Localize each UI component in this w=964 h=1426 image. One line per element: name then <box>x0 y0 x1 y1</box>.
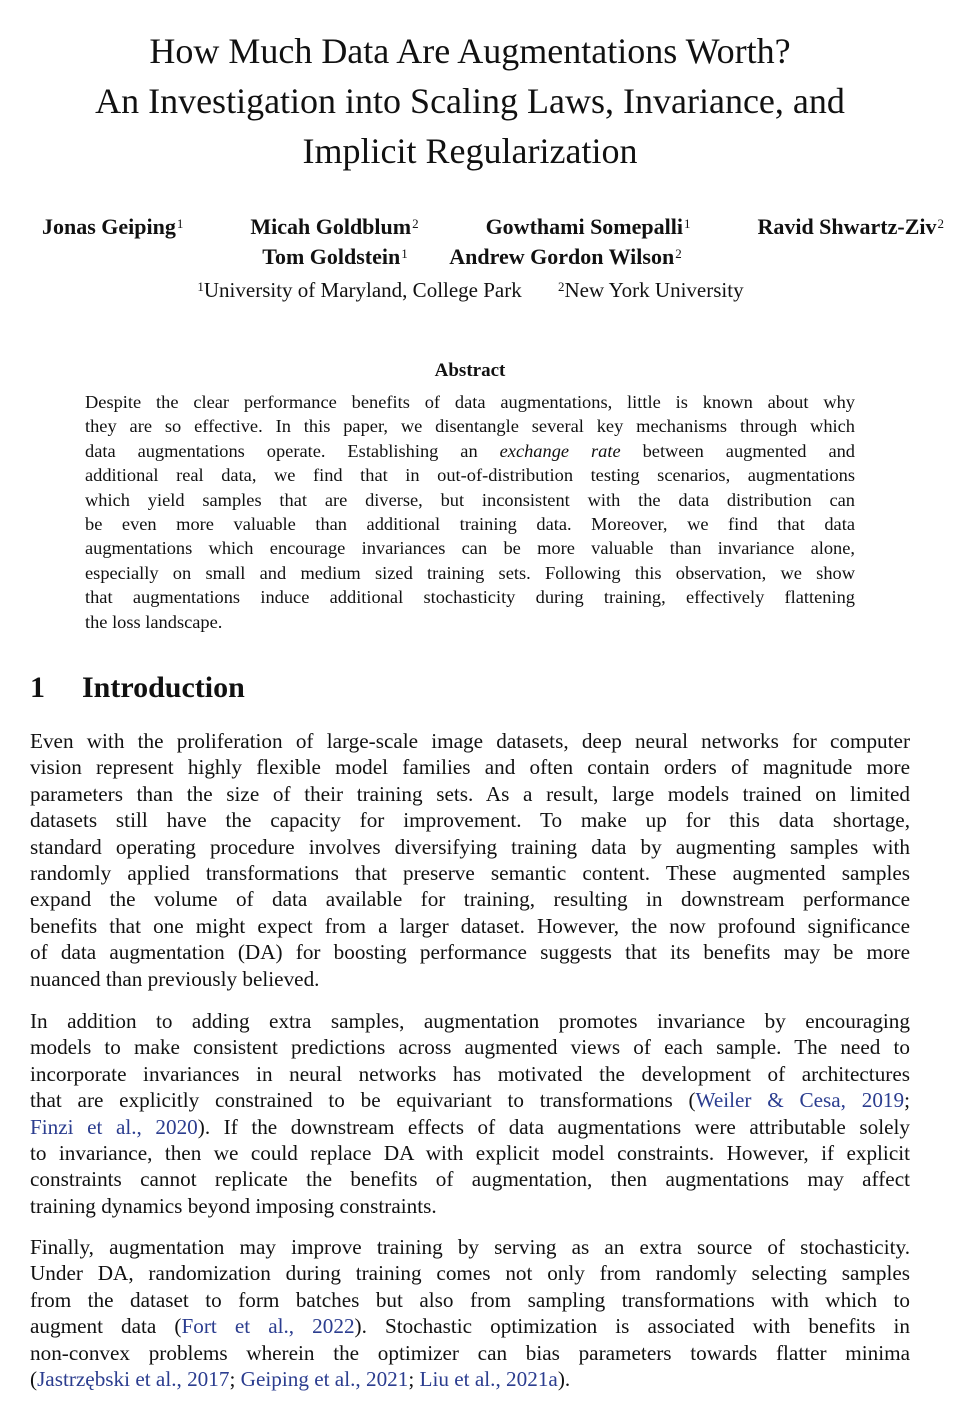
citation-link[interactable]: Weiler & Cesa, 2019 <box>695 1088 905 1113</box>
paragraph-line: Under DA, randomization during training comes not only from randomly selecting samples <box>30 1261 910 1286</box>
paragraph-line: training dynamics beyond imposing constraints. <box>30 1193 437 1218</box>
intro-paragraph-1 <box>30 728 910 992</box>
section-number: 1 <box>30 671 45 704</box>
abstract-line: data augmentations operate. Establishing an exchange rate between augmented and <box>85 440 855 461</box>
abstract-line: they are so effective. In this paper, we disentangle several key mechanisms through which <box>85 416 855 437</box>
abstract-heading: Abstract <box>434 360 506 381</box>
author: Gowthami Somepalli$^1$ <box>485 214 691 239</box>
author: Tom Goldstein$^1$ <box>262 244 408 269</box>
title-line: An Investigation into Scaling Laws, Invariance, and <box>95 81 845 121</box>
paragraph-line: parameters than the size of their training sets. As a result, large models trained on limited <box>30 781 910 806</box>
affiliation: $^2$New York University <box>558 278 744 302</box>
abstract-line: Despite the clear performance benefits of data augmentations, little is known about why <box>85 392 855 412</box>
paragraph-line: incorporate invariances in neural networks has motivated the development of architectures <box>30 1061 910 1086</box>
paragraph-line: benefits that one might expect from a larger dataset. However, the now profound significance <box>30 913 910 938</box>
intro-paragraph-3 <box>30 1234 910 1392</box>
affiliation: $^1$University of Maryland, College Park <box>197 278 522 302</box>
title-line: How Much Data Are Augmentations Worth? <box>149 31 791 71</box>
paragraph-line: nuanced than previously believed. <box>30 966 320 991</box>
section-heading <box>30 668 245 708</box>
paragraph-line: non-convex problems wherein the optimizer can bias parameters towards flatter minima <box>30 1340 910 1365</box>
author: Jonas Geiping$^1$ <box>42 214 184 239</box>
author: Andrew Gordon Wilson$^2$ <box>449 244 682 269</box>
paragraph-line: randomly applied transformations that preserve semantic content. These augmented samples <box>30 860 910 885</box>
affiliations <box>0 275 940 305</box>
abstract-line: the loss landscape. <box>85 611 223 632</box>
section-title: Introduction <box>82 671 245 704</box>
paragraph-line: that are explicitly constrained to be equivariant to transformations (Weiler & Cesa, 2019; <box>30 1088 910 1113</box>
abstract-line: be even more valuable than additional training data. Moreover, we find that data <box>85 513 855 534</box>
paragraph-line: Even with the proliferation of large-scale image datasets, deep neural networks for computer <box>30 729 910 753</box>
paragraph-line: Finally, augmentation may improve training by serving as an extra source of stochasticity. <box>30 1235 910 1259</box>
paragraph-line: standard operating procedure involves diversifying training data by augmenting samples with <box>30 834 910 859</box>
author-list <box>0 212 964 272</box>
citation-link[interactable]: Jastrzębski et al., 2017 <box>37 1366 230 1391</box>
paragraph-line: to invariance, then we could replace DA with explicit model constraints. However, if explicit <box>30 1140 910 1165</box>
abstract-body <box>85 390 855 634</box>
paragraph-line: from the dataset to form batches but also from sampling transformations with which to <box>30 1287 910 1312</box>
paragraph-line: models to make consistent predictions across augmented views of each sample. The need to <box>30 1035 910 1060</box>
paragraph-line: constraints cannot replicate the benefits of augmentation, then augmentations may affect <box>30 1167 910 1192</box>
author: Micah Goldblum$^2$ <box>250 214 419 239</box>
abstract-line: augmentations which encourage invariances can be more valuable than invariance alone, <box>85 538 855 559</box>
citation-link[interactable]: Geiping et al., 2021 <box>240 1366 409 1391</box>
abstract-line: additional real data, we find that in out-of-distribution testing scenarios, augmentations <box>85 465 855 486</box>
citation-link[interactable]: Fort et al., 2022 <box>181 1314 355 1339</box>
paragraph-line: In addition to adding extra samples, augmentation promotes invariance by encouraging <box>30 1009 910 1033</box>
paragraph-line: augment data (Fort et al., 2022). Stochastic optimization is associated with benefits in <box>30 1314 910 1339</box>
title-line: Implicit Regularization <box>302 131 638 171</box>
paragraph-line: expand the volume of data available for training, resulting in downstream performance <box>30 887 910 912</box>
paragraph-line: datasets still have the capacity for improvement. To make up for this data shortage, <box>30 808 910 833</box>
paragraph-line: (Jastrzębski et al., 2017; Geiping et al., 2021; Liu et al., 2021a). <box>30 1366 571 1391</box>
paragraph-line: vision represent highly flexible model families and often contain orders of magnitude more <box>30 755 910 780</box>
paper-title <box>0 26 940 176</box>
abstract-line: which yield samples that are diverse, but inconsistent with the data distribution can <box>85 489 855 510</box>
abstract-line: especially on small and medium sized training sets. Following this observation, we show <box>85 562 855 583</box>
abstract-line: that augmentations induce additional stochasticity during training, effectively flattening <box>85 587 855 608</box>
paragraph-line: of data augmentation (DA) for boosting performance suggests that its benefits may be more <box>30 940 910 965</box>
paragraph-line: Finzi et al., 2020). If the downstream effects of data augmentations were attributable solely <box>30 1114 910 1139</box>
citation-link[interactable]: Finzi et al., 2020 <box>30 1114 198 1139</box>
intro-paragraph-2 <box>30 1008 910 1219</box>
author: Ravid Shwartz-Ziv$^2$ <box>757 214 944 239</box>
citation-link[interactable]: Liu et al., 2021a <box>419 1366 558 1391</box>
